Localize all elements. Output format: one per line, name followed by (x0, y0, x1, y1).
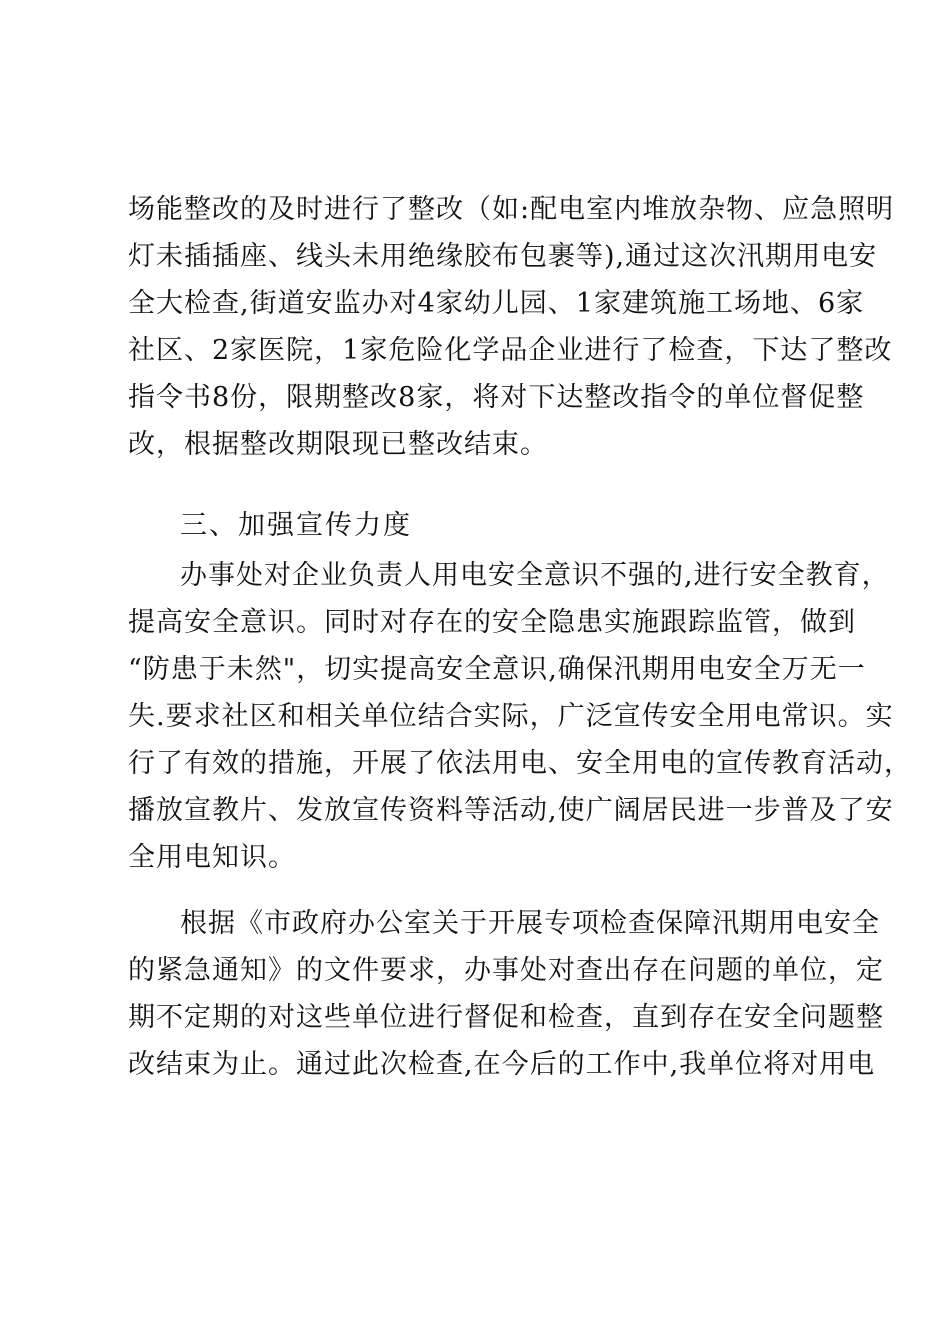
text-line: 播放宣教片、发放宣传资料等活动,使广阔居民进一步普及了安 (128, 795, 894, 826)
text-line: “防患于未然"，切实提高安全意识,确保汛期用电安全万无一 (128, 654, 866, 685)
text-line: 灯未插插座、线头未用绝缘胶布包裹等),通过这次汛期用电安 (128, 241, 878, 272)
paragraph-publicity (128, 552, 912, 881)
text-line: 的紧急通知》的文件要求，办事处对查出存在问题的单位，定 (128, 955, 884, 986)
text-line: 指令书8份，限期整改8家，将对下达整改指令的单位督促整 (128, 382, 865, 413)
paragraph-followup (128, 900, 884, 1088)
text-line: 场能整改的及时进行了整改（如:配电室内堆放杂物、应急照明 (128, 194, 895, 225)
section-heading: 三、加强宣传力度 (180, 510, 412, 541)
text-line: 提高安全意识。同时对存在的安全隐患实施跟踪监管，做到 (128, 607, 856, 638)
text-line: 全用电知识。 (128, 842, 296, 873)
text-line: 根据《市政府办公室关于开展专项检查保障汛期用电安全 (180, 908, 880, 939)
text-line: 改，根据整改期限现已整改结束。 (128, 429, 548, 460)
text-line: 社区、2家医院，1家危险化学品企业进行了检查，下达了整改 (128, 335, 893, 366)
paragraph-inspection-results (128, 186, 895, 468)
text-line: 全大检查,街道安监办对4家幼儿园、1家建筑施工场地、6家 (128, 288, 865, 319)
text-line: 行了有效的措施，开展了依法用电、安全用电的宣传教育活动， (128, 748, 912, 779)
section-heading-block (128, 502, 848, 549)
text-line: 改结束为止。通过此次检查,在今后的工作中,我单位将对用电 (128, 1049, 876, 1080)
text-line: 期不定期的对这些单位进行督促和检查，直到存在安全问题整 (128, 1002, 884, 1033)
text-line: 办事处对企业负责人用电安全意识不强的,进行安全教育， (180, 560, 890, 591)
text-line: 失.要求社区和相关单位结合实际，广泛宣传安全用电常识。实 (128, 701, 894, 732)
